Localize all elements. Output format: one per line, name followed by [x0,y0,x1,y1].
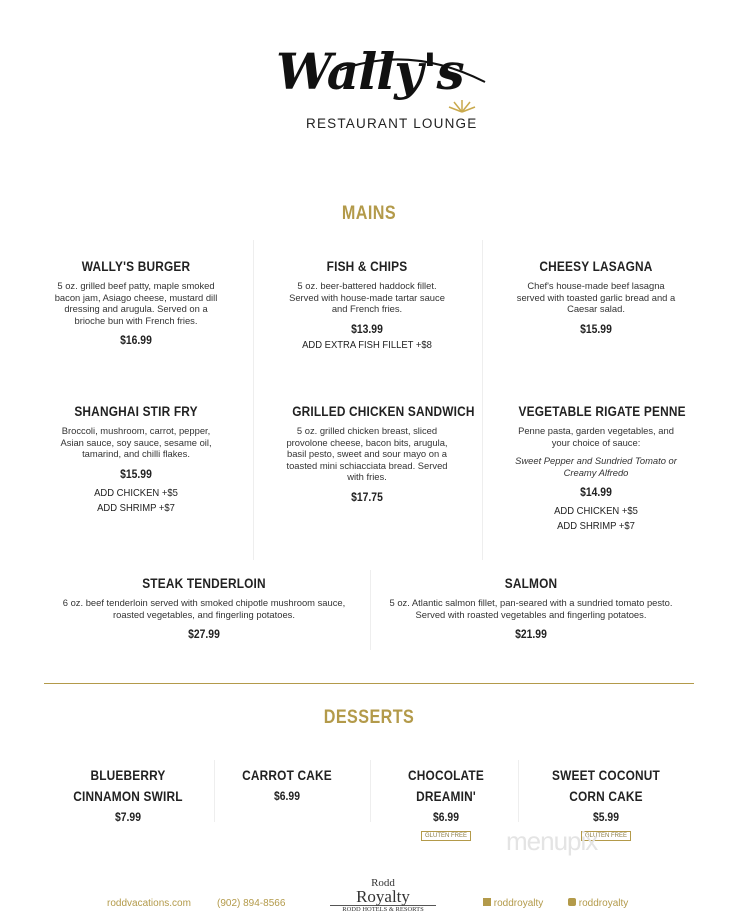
item-description: Chef's house-made beef lasagna served with toasted garlic bread and a Caesar salad. [516,280,676,315]
gluten-free-badge: GLUTEN FREE [421,831,471,841]
item-price: $15.99 [120,468,152,481]
menu-item [282,404,475,504]
item-name: FISH & CHIPS [326,259,408,274]
instagram-icon [568,898,576,906]
dessert-name: BLUEBERRY [90,768,166,783]
instagram-link[interactable] [568,898,628,909]
brand-sub: RODD HOTELS & RESORTS [342,906,424,913]
item-name: WALLY'S BURGER [81,259,191,274]
item-name: SHANGHAI STIR FRY [74,404,198,419]
item-price: $15.99 [580,323,612,336]
wallys-logo [270,42,490,138]
dessert-item [217,765,357,803]
mains-heading: MAINS [341,203,397,224]
sun-icon [448,98,476,114]
dessert-name: SWEET COCONUT [552,768,660,783]
gluten-free-badge: GLUTEN FREE [581,831,631,841]
divider [482,240,483,560]
item-description: Broccoli, mushroom, carrot, pepper, Asian sauce, soy sauce, sesame oil, tamarind, and chilli flakes. [60,425,212,460]
item-price: $17.75 [351,491,383,504]
item-description: 6 oz. beef tenderloin served with smoked chipotle mushroom sauce, roasted vegetables, and fingerling potatoes. [62,597,346,620]
menu-item [516,259,676,336]
menu-item [287,259,447,351]
item-sauces: Sweet Pepper and Sundried Tomato or Creamy Alfredo [515,455,677,478]
menu-item [51,259,221,347]
item-price: $27.99 [188,629,220,642]
item-name: SALMON [504,576,558,591]
item-price: $13.99 [351,323,383,336]
menu-item [386,576,676,641]
dessert-name: CHOCOLATE [408,768,484,783]
item-description: 5 oz. beer-battered haddock fillet. Served with house-made tartar sauce and French fries. [289,280,445,315]
menu-item [54,576,354,641]
dessert-price: $7.99 [115,812,141,824]
item-addon: ADD SHRIMP +$7 [557,520,635,533]
item-name: VEGETABLE RIGATE PENNE [518,404,686,419]
dessert-name: CARROT CAKE [242,768,332,783]
brand-top: Rodd [371,877,395,889]
dessert-item [376,765,516,842]
phone-number: (902) 894-8566 [217,898,286,909]
facebook-link[interactable] [483,898,543,909]
divider [518,760,519,822]
item-addon: ADD CHICKEN +$5 [554,505,638,518]
item-price: $16.99 [120,335,152,348]
dessert-name: CINNAMON SWIRL [73,789,183,804]
dessert-item [58,765,198,824]
website-link[interactable]: roddvacations.com [107,898,191,909]
dessert-price: $6.99 [433,812,459,824]
instagram-handle: roddroyalty [578,898,629,909]
divider [370,760,371,822]
dessert-name: DREAMIN' [416,789,476,804]
divider [370,570,371,650]
desserts-heading: DESSERTS [323,707,415,728]
item-addon: ADD CHICKEN +$5 [94,486,178,499]
item-description: 5 oz. grilled beef patty, maple smoked bacon jam, Asiago cheese, mustard dill dressing and arugula. Served on a brioche bun with French fries. [54,280,218,326]
watermark: menupix [506,826,598,856]
section-divider [44,683,694,684]
divider [214,760,215,822]
item-name: CHEESY LASAGNA [539,259,653,274]
dessert-price: $5.99 [593,812,619,824]
item-addon: ADD SHRIMP +$7 [97,501,175,514]
item-addon: ADD EXTRA FISH FILLET +$8 [302,338,432,351]
item-name: STEAK TENDERLOIN [142,576,266,591]
item-price: $14.99 [580,487,612,500]
item-description: 5 oz. grilled chicken breast, sliced provolone cheese, bacon bits, arugula, basil pesto, sweet and sour mayo on a toasted mini schiacciata bread. Served with fries. [286,425,448,483]
logo-script: Wally's [276,42,464,101]
menu-item [51,404,221,514]
dessert-name: CORN CAKE [569,789,643,804]
rodd-royalty-logo [330,878,436,913]
item-description: Penne pasta, garden vegetables, and your choice of sauce: [518,425,674,448]
logo-subtitle: RESTAURANT LOUNGE [306,116,478,131]
facebook-icon [483,898,491,906]
facebook-handle: roddroyalty [493,898,544,909]
menu-item [508,404,684,532]
brand-main: Royalty [330,888,436,906]
item-price: $21.99 [515,629,547,642]
divider [253,240,254,560]
item-description: 5 oz. Atlantic salmon fillet, pan-seared with a sundried tomato pesto. Served with roasted vegetables and fingerling potatoes. [389,597,673,620]
dessert-price: $6.99 [274,791,300,803]
item-name: GRILLED CHICKEN SANDWICH [292,404,475,419]
